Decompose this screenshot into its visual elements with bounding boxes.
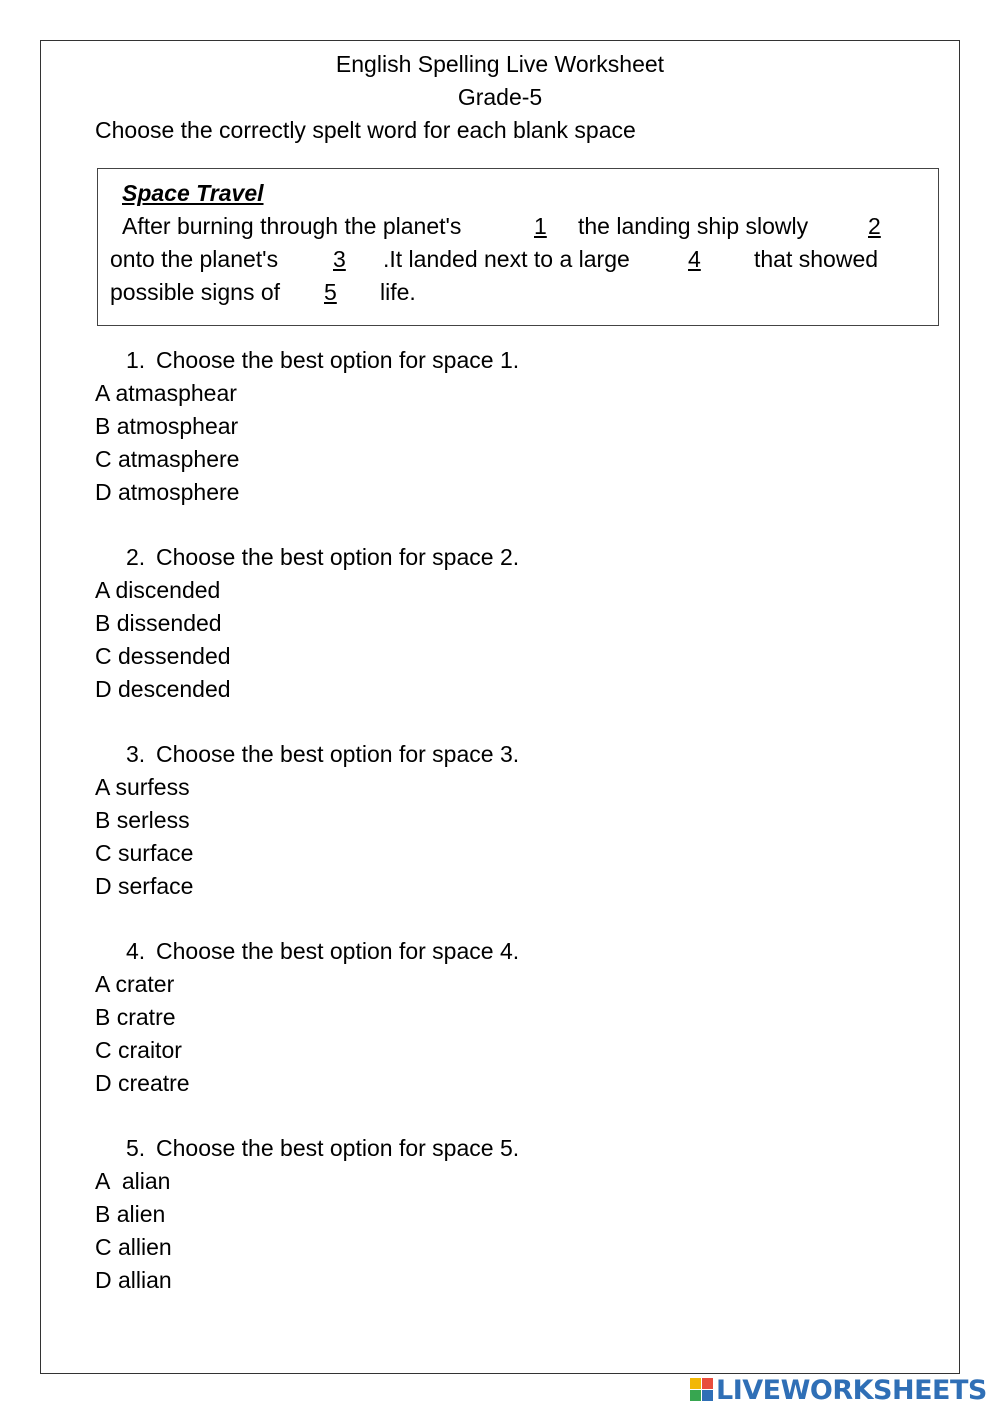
question-2-heading — [126, 541, 519, 574]
passage-line-1-text: After burning through the planet's — [122, 213, 462, 239]
question-prompt: Choose the best option for space 5. — [156, 1135, 520, 1161]
question-2-option-d[interactable]: D descended — [95, 676, 231, 702]
question-3-option-b[interactable]: B serless — [95, 807, 190, 833]
question-prompt: Choose the best option for space 3. — [156, 741, 520, 767]
blank-3[interactable]: 3 — [333, 246, 346, 272]
question-2-option-a[interactable]: A discended — [95, 577, 221, 603]
worksheet-title: English Spelling Live Worksheet — [335, 51, 665, 77]
question-3-option-d[interactable]: D serface — [95, 873, 194, 899]
passage-line-1-text-b: the landing ship slowly — [578, 213, 809, 239]
logo-text: LIVEWORKSHEETS — [716, 1374, 987, 1406]
question-number: 4. — [126, 938, 146, 964]
question-3-heading — [126, 738, 519, 771]
question-number: 5. — [126, 1135, 146, 1161]
question-prompt: Choose the best option for space 4. — [156, 938, 520, 964]
passage-line-3-text-b: life. — [380, 279, 416, 305]
instruction-text: Choose the correctly spelt word for each blank space — [95, 117, 636, 143]
passage-title: Space Travel — [122, 180, 264, 206]
question-5-option-c[interactable]: C allien — [95, 1234, 172, 1260]
question-3-option-c[interactable]: C surface — [95, 840, 194, 866]
blank-2[interactable]: 2 — [868, 213, 881, 239]
question-2-option-b[interactable]: B dissended — [95, 610, 222, 636]
question-4-heading — [126, 935, 519, 968]
passage-line-2-text-c: that showed — [754, 246, 879, 272]
liveworksheets-logo[interactable] — [690, 1375, 987, 1405]
question-4-option-b[interactable]: B cratre — [95, 1004, 176, 1030]
passage-line-2-text: onto the planet's — [110, 246, 279, 272]
blank-1[interactable]: 1 — [534, 213, 547, 239]
question-5-option-a[interactable]: A alian — [95, 1168, 171, 1194]
liveworksheets-logo-icon — [690, 1378, 714, 1402]
blank-4[interactable]: 4 — [688, 246, 701, 272]
question-2-option-c[interactable]: C dessended — [95, 643, 231, 669]
question-5-option-d[interactable]: D allian — [95, 1267, 172, 1293]
blank-5[interactable]: 5 — [324, 279, 337, 305]
passage-line-3-text: possible signs of — [110, 279, 281, 305]
question-1-option-d[interactable]: D atmosphere — [95, 479, 240, 505]
question-5-option-b[interactable]: B alien — [95, 1201, 166, 1227]
question-1-option-a[interactable]: A atmasphear — [95, 380, 237, 406]
question-4-option-a[interactable]: A crater — [95, 971, 175, 997]
grade-label: Grade-5 — [457, 84, 543, 110]
question-4-option-c[interactable]: C craitor — [95, 1037, 182, 1063]
question-1-option-c[interactable]: C atmasphere — [95, 446, 240, 472]
question-number: 2. — [126, 544, 146, 570]
question-3-option-a[interactable]: A surfess — [95, 774, 190, 800]
question-number: 1. — [126, 347, 146, 373]
question-prompt: Choose the best option for space 2. — [156, 544, 520, 570]
question-number: 3. — [126, 741, 146, 767]
question-4-option-d[interactable]: D creatre — [95, 1070, 190, 1096]
passage-box — [97, 168, 939, 326]
question-5-heading — [126, 1132, 519, 1165]
question-1-option-b[interactable]: B atmosphear — [95, 413, 239, 439]
passage-line-2-text-b: .It landed next to a large — [383, 246, 630, 272]
question-1-heading — [126, 344, 519, 377]
question-prompt: Choose the best option for space 1. — [156, 347, 520, 373]
